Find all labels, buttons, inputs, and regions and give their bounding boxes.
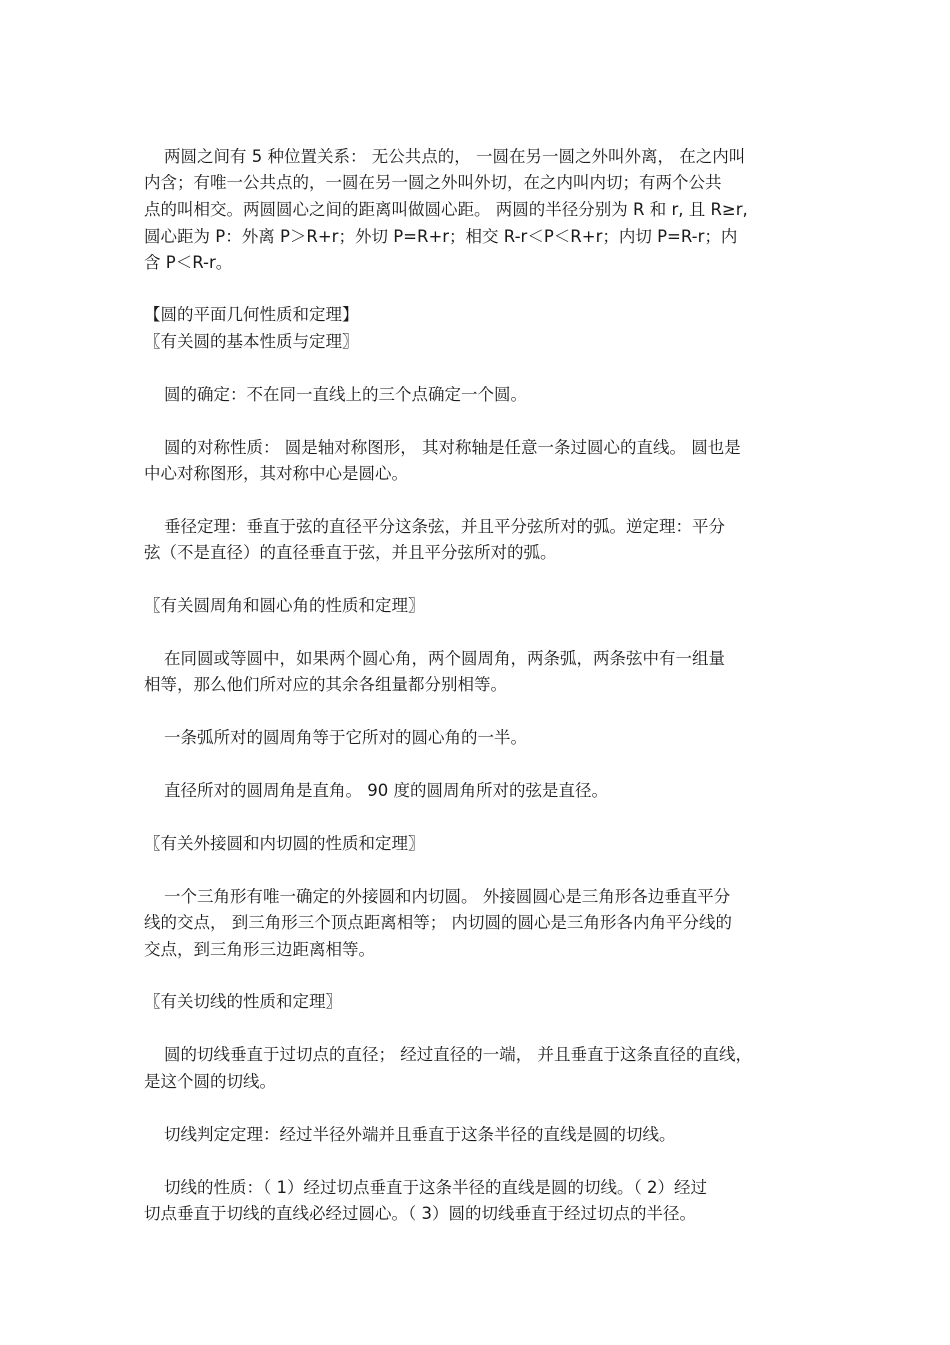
intro-line-5: 含 P＜R-r。 bbox=[144, 253, 233, 272]
paragraph-equal-arcs-line-2: 相等，那么他们所对应的其余各组量都分别相等。 bbox=[144, 675, 507, 694]
paragraph-tangent-criterion: 切线判定定理：经过半径外端并且垂直于这条半径的直线是圆的切线。 bbox=[164, 1125, 676, 1144]
paragraph-tangent-line-2: 是这个圆的切线。 bbox=[144, 1072, 276, 1091]
paragraph-equal-arcs-line-1: 在同圆或等圆中，如果两个圆心角，两个圆周角，两条弧，两条弦中有一组量 bbox=[164, 649, 725, 668]
paragraph-tangent-line-1: 圆的切线垂直于过切点的直径； 经过直径的一端， 并且垂直于这条直径的直线， bbox=[164, 1045, 752, 1064]
section-title-angles: 〖有关圆周角和圆心角的性质和定理〗 bbox=[144, 596, 425, 615]
paragraph-circle-determination: 圆的确定：不在同一直线上的三个点确定一个圆。 bbox=[164, 385, 527, 404]
paragraph-inscribed-angle: 一条弧所对的圆周角等于它所对的圆心角的一半。 bbox=[164, 728, 527, 747]
main-heading: 【圆的平面几何性质和定理】 bbox=[144, 305, 359, 324]
intro-line-4: 圆心距为 P：外离 P＞R+r；外切 P=R+r；相交 R-r＜P＜R+r；内切 P=R-r；内 bbox=[144, 227, 738, 246]
section-title-circumcircle: 〖有关外接圆和内切圆的性质和定理〗 bbox=[144, 834, 425, 853]
paragraph-tangent-properties-line-1: 切线的性质：（ 1）经过切点垂直于这条半径的直线是圆的切线。（ 2）经过 bbox=[164, 1178, 707, 1197]
paragraph-symmetry-line-1: 圆的对称性质： 圆是轴对称图形， 其对称轴是任意一条过圆心的直线。 圆也是 bbox=[164, 438, 741, 457]
paragraph-perpendicular-line-2: 弦（不是直径）的直径垂直于弦，并且平分弦所对的弧。 bbox=[144, 543, 557, 562]
intro-line-2: 内含；有唯一公共点的，一圆在另一圆之外叫外切，在之内叫内切；有两个公共 bbox=[144, 173, 722, 192]
section-title-tangent: 〖有关切线的性质和定理〗 bbox=[144, 992, 342, 1011]
paragraph-triangle-circles-line-3: 交点，到三角形三边距离相等。 bbox=[144, 940, 375, 959]
paragraph-symmetry-line-2: 中心对称图形，其对称中心是圆心。 bbox=[144, 464, 408, 483]
paragraph-triangle-circles-line-2: 线的交点， 到三角形三个顶点距离相等； 内切圆的圆心是三角形各内角平分线的 bbox=[144, 913, 732, 932]
paragraph-right-angle: 直径所对的圆周角是直角。 90 度的圆周角所对的弦是直径。 bbox=[164, 781, 608, 800]
paragraph-triangle-circles-line-1: 一个三角形有唯一确定的外接圆和内切圆。 外接圆圆心是三角形各边垂直平分 bbox=[164, 887, 731, 906]
intro-line-1: 两圆之间有 5 种位置关系： 无公共点的， 一圆在另一圆之外叫外离， 在之内叫 bbox=[164, 147, 746, 166]
paragraph-tangent-properties-line-2: 切点垂直于切线的直线必经过圆心。（ 3）圆的切线垂直于经过切点的半径。 bbox=[144, 1204, 696, 1223]
intro-line-3: 点的叫相交。两圆圆心之间的距离叫做圆心距。 两圆的半径分别为 R 和 r, 且 R≥r, bbox=[144, 200, 748, 219]
paragraph-perpendicular-line-1: 垂径定理：垂直于弦的直径平分这条弦，并且平分弦所对的弧。逆定理：平分 bbox=[164, 517, 725, 536]
section-title-basic: 〖有关圆的基本性质与定理〗 bbox=[144, 332, 359, 351]
